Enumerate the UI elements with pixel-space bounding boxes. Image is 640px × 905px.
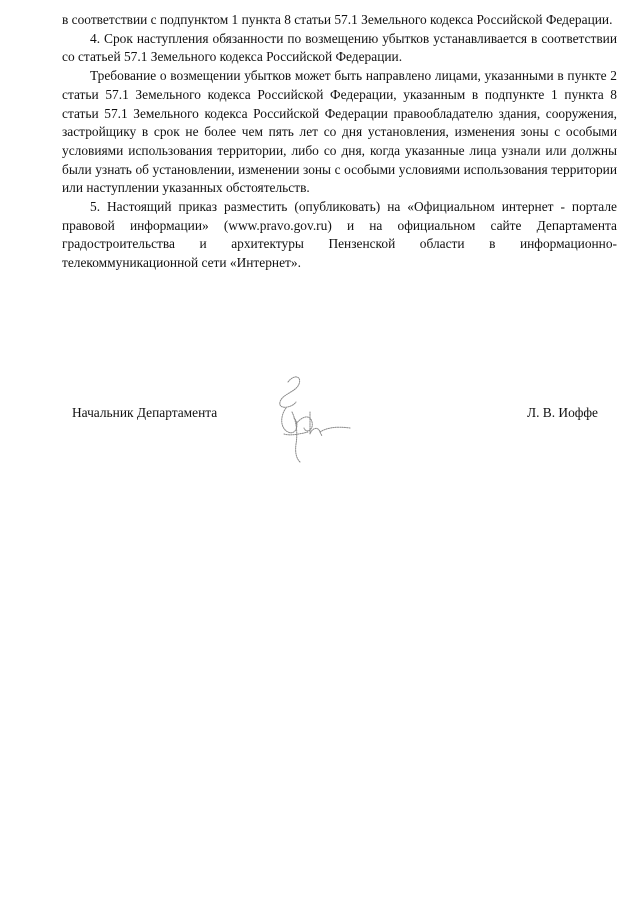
paragraph-damages-requirement: Требование о возмещении убытков может быть направлено лицами, указанными в пункте 2 статьи 57.1 Земельного кодекса Российской Федерации, указанным в подпункте 1 пункта 8 статьи 57.1 Земельного кодекса Российской Федерации правообладателю здания, сооружения, застройщику в срок не более чем пять лет со дня установления, изменения зоны с особыми условиями использования территории, либо со дня, когда указанные лица узнали или должны были узнать об установлении, изменении зоны с особыми условиями использования территории или наступлении указанных обстоятельств. <box>62 68 617 196</box>
paragraph-item-5: 5. Настоящий приказ разместить (опубликовать) на «Официальном интернет - портале правовой информации» (www.pravo.gov.ru) и на официальном сайте Департамента градостроительства и архитектуры Пензенской области в информационно-телекоммуникационной сети «Интернет». <box>62 199 617 271</box>
paragraph-continuation: в соответствии с подпунктом 1 пункта 8 статьи 57.1 Земельного кодекса Российской Федерации. <box>62 12 613 27</box>
signatory-title: Начальник Департамента <box>72 405 218 420</box>
signature-strokes <box>280 377 350 462</box>
paragraph-item-4: 4. Срок наступления обязанности по возмещению убытков устанавливается в соответствии со статьей 57.1 Земельного кодекса Российской Федерации. <box>62 30 617 65</box>
document-body <box>62 11 617 273</box>
handwritten-signature <box>266 372 356 464</box>
signatory-name: Л. В. Иоффе <box>527 405 598 420</box>
